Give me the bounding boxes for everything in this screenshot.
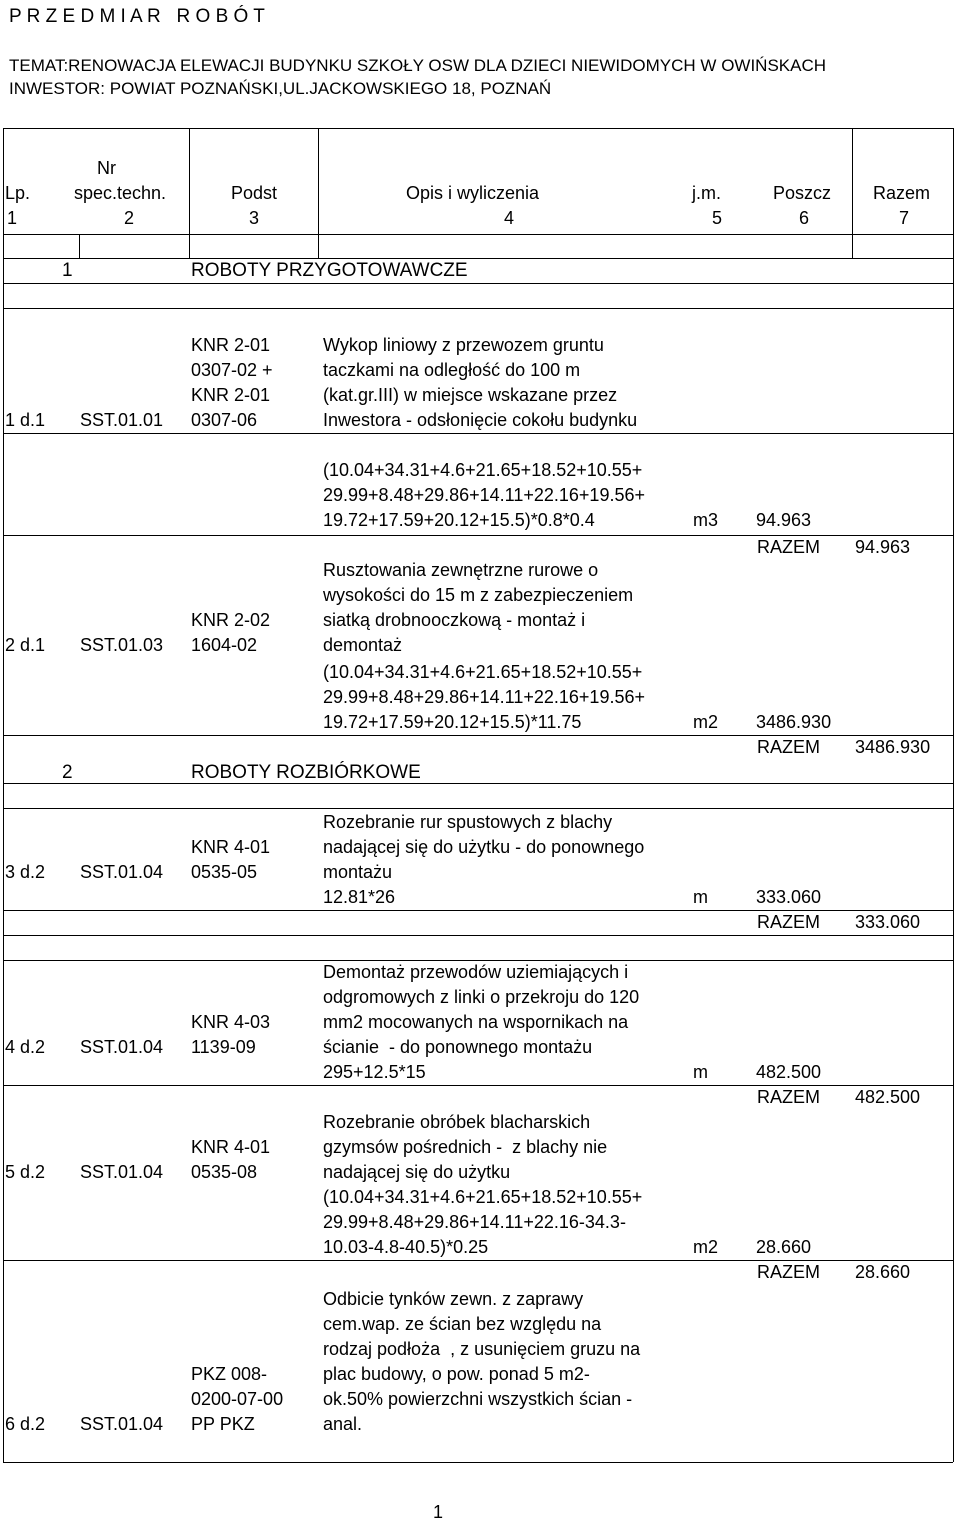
- header-nr-line1: Nr: [97, 158, 116, 178]
- document-title: P R Z E D M I A R R O B Ó T: [9, 6, 265, 27]
- header-poszcz: Poszcz: [773, 183, 832, 203]
- header-jm: j.m.: [692, 183, 721, 203]
- grid-col-divider: [189, 234, 190, 258]
- item-calculation-line: 10.03-4.8-40.5)*0.25: [323, 1237, 489, 1257]
- item-description-line: demontaż: [323, 635, 403, 655]
- column-number-4: 4: [504, 208, 515, 228]
- item-description-line: Rozebranie obróbek blacharskich: [323, 1112, 591, 1132]
- item-podst-line: 0535-05: [191, 862, 258, 882]
- item-podst-line: 1604-02: [191, 635, 258, 655]
- item-description-line: gzymsów pośrednich - z blachy nie: [323, 1137, 608, 1157]
- section-title: ROBOTY ROZBIÓRKOWE: [191, 762, 421, 783]
- item-total-value: 28.660: [855, 1262, 911, 1282]
- item-description-line: Rozebranie rur spustowych z blachy: [323, 812, 613, 832]
- item-calculation-line: 19.72+17.59+20.12+15.5)*11.75: [323, 712, 582, 732]
- item-description-line: (kat.gr.III) w miejsce wskazane przez: [323, 385, 618, 405]
- column-number-7: 7: [899, 208, 910, 228]
- section-title: ROBOTY PRZYGOTOWAWCZE: [191, 260, 468, 281]
- section-number: 2: [62, 762, 73, 783]
- item-calculation-line: (10.04+34.31+4.6+21.65+18.52+10.55+: [323, 1187, 643, 1207]
- item-calculation-line: (10.04+34.31+4.6+21.65+18.52+10.55+: [323, 460, 643, 480]
- item-calculation-line: 19.72+17.59+20.12+15.5)*0.8*0.4: [323, 510, 595, 530]
- item-quantity: 94.963: [756, 510, 812, 530]
- item-podst-line: KNR 4-01: [191, 837, 271, 857]
- grid-rule: [3, 935, 953, 936]
- item-description-line: ok.50% powierzchni wszystkich ścian -: [323, 1389, 633, 1409]
- header-nr-line2: spec.techn.: [74, 183, 167, 203]
- column-number-1: 1: [7, 208, 18, 228]
- header-lp: Lp.: [5, 183, 31, 203]
- item-description-line: wysokości do 15 m z zabezpieczeniem: [323, 585, 634, 605]
- item-total-value: 3486.930: [855, 737, 931, 757]
- item-podst-line: PKZ 008-: [191, 1364, 268, 1384]
- subject-line: TEMAT:RENOWACJA ELEWACJI BUDYNKU SZKOŁY OSW DLA DZIECI NIEWIDOMYCH W OWIŃSKACH: [9, 56, 827, 75]
- item-lp: 3 d.2: [5, 862, 46, 882]
- investor-line: INWESTOR: POWIAT POZNAŃSKI,UL.JACKOWSKIEGO 18, POZNAŃ: [9, 79, 552, 98]
- item-description-line: odgromowych z linki o przekroju do 120: [323, 987, 640, 1007]
- item-podst-line: KNR 2-01: [191, 335, 271, 355]
- item-podst-line: PP PKZ: [191, 1414, 255, 1434]
- item-quantity: 28.660: [756, 1237, 812, 1257]
- item-spec: SST.01.04: [80, 862, 164, 882]
- grid-left-border: [3, 128, 4, 1462]
- item-calculation-line: (10.04+34.31+4.6+21.65+18.52+10.55+: [323, 662, 643, 682]
- item-description-line: nadającej się do użytku - do ponownego: [323, 837, 645, 857]
- grid-rule: [3, 234, 953, 235]
- item-podst-line: 0307-02 +: [191, 360, 273, 380]
- item-description-line: Rusztowania zewnętrzne rurowe o: [323, 560, 599, 580]
- item-unit: m3: [693, 510, 719, 530]
- item-total-label: RAZEM: [757, 1262, 820, 1282]
- item-unit: m2: [693, 1237, 719, 1257]
- item-podst-line: KNR 2-02: [191, 610, 271, 630]
- column-number-5: 5: [712, 208, 723, 228]
- column-number-2: 2: [124, 208, 135, 228]
- grid-rule: [3, 258, 953, 259]
- item-calculation-line: 295+12.5*15: [323, 1062, 426, 1082]
- item-spec: SST.01.04: [80, 1414, 164, 1434]
- item-total-value: 333.060: [855, 912, 921, 932]
- item-description-line: Odbicie tynków zewn. z zaprawy: [323, 1289, 584, 1309]
- page-number: 1: [433, 1502, 444, 1522]
- header-razem: Razem: [873, 183, 931, 203]
- header-opis: Opis i wyliczenia: [406, 183, 540, 203]
- grid-rule: [3, 783, 953, 784]
- item-calculation-line: 29.99+8.48+29.86+14.11+22.16-34.3-: [323, 1212, 626, 1232]
- item-total-label: RAZEM: [757, 912, 820, 932]
- item-spec: SST.01.04: [80, 1162, 164, 1182]
- grid-col-divider: [79, 234, 80, 258]
- item-calculation-line: 12.81*26: [323, 887, 396, 907]
- grid-col-divider: [318, 234, 319, 258]
- item-total-label: RAZEM: [757, 737, 820, 757]
- item-lp: 4 d.2: [5, 1037, 46, 1057]
- item-description-line: taczkami na odległość do 100 m: [323, 360, 581, 380]
- item-spec: SST.01.01: [80, 410, 164, 430]
- section-number: 1: [62, 260, 73, 281]
- item-description-line: siatką drobnooczkową - montaż i: [323, 610, 586, 630]
- item-description-line: Inwestora - odsłonięcie cokołu budynku: [323, 410, 638, 430]
- grid-rule: [3, 308, 953, 309]
- item-calculation-line: 29.99+8.48+29.86+14.11+22.16+19.56+: [323, 485, 645, 505]
- header-podst: Podst: [231, 183, 278, 203]
- item-lp: 6 d.2: [5, 1414, 46, 1434]
- item-total-label: RAZEM: [757, 537, 820, 557]
- grid-col-divider: [318, 128, 319, 234]
- item-spec: SST.01.03: [80, 635, 164, 655]
- item-description-line: nadającej się do użytku: [323, 1162, 511, 1182]
- item-lp: 2 d.1: [5, 635, 46, 655]
- item-description-line: anal.: [323, 1414, 363, 1434]
- item-podst-line: KNR 4-01: [191, 1137, 271, 1157]
- grid-col-divider: [852, 234, 853, 258]
- item-podst-line: 0535-08: [191, 1162, 258, 1182]
- item-quantity: 333.060: [756, 887, 822, 907]
- item-calculation-line: 29.99+8.48+29.86+14.11+22.16+19.56+: [323, 687, 645, 707]
- item-description-line: Demontaż przewodów uziemiających i: [323, 962, 629, 982]
- column-number-3: 3: [249, 208, 260, 228]
- item-description-line: montażu: [323, 862, 393, 882]
- item-description-line: mm2 mocowanych na wspornikach na: [323, 1012, 629, 1032]
- item-description-line: cem.wap. ze ścian bez względu na: [323, 1314, 602, 1334]
- grid-right-border: [953, 128, 954, 1462]
- grid-rule: [3, 808, 953, 809]
- item-unit: m: [693, 1062, 708, 1082]
- item-podst-line: 0307-06: [191, 410, 258, 430]
- item-description-line: rodzaj podłoża , z usunięciem gruzu na: [323, 1339, 641, 1359]
- grid-bottom-rule: [3, 1462, 953, 1463]
- item-description-line: Wykop liniowy z przewozem gruntu: [323, 335, 604, 355]
- item-unit: m: [693, 887, 708, 907]
- item-podst-line: KNR 4-03: [191, 1012, 271, 1032]
- item-unit: m2: [693, 712, 719, 732]
- item-total-value: 482.500: [855, 1087, 921, 1107]
- grid-rule: [3, 433, 953, 434]
- column-number-6: 6: [799, 208, 810, 228]
- item-description-line: plac budowy, o pow. ponad 5 m2-: [323, 1364, 590, 1384]
- grid-col-divider: [852, 128, 853, 234]
- item-podst-line: KNR 2-01: [191, 385, 271, 405]
- header-top-rule: [3, 128, 953, 129]
- item-total-value: 94.963: [855, 537, 911, 557]
- item-lp: 1 d.1: [5, 410, 46, 430]
- item-podst-line: 1139-09: [191, 1037, 256, 1057]
- item-lp: 5 d.2: [5, 1162, 46, 1182]
- item-spec: SST.01.04: [80, 1037, 164, 1057]
- item-quantity: 482.500: [756, 1062, 822, 1082]
- item-total-label: RAZEM: [757, 1087, 820, 1107]
- item-description-line: ścianie - do ponownego montażu: [323, 1037, 593, 1057]
- item-quantity: 3486.930: [756, 712, 832, 732]
- grid-rule: [3, 283, 953, 284]
- item-podst-line: 0200-07-00: [191, 1389, 284, 1409]
- grid-col-divider: [189, 128, 190, 234]
